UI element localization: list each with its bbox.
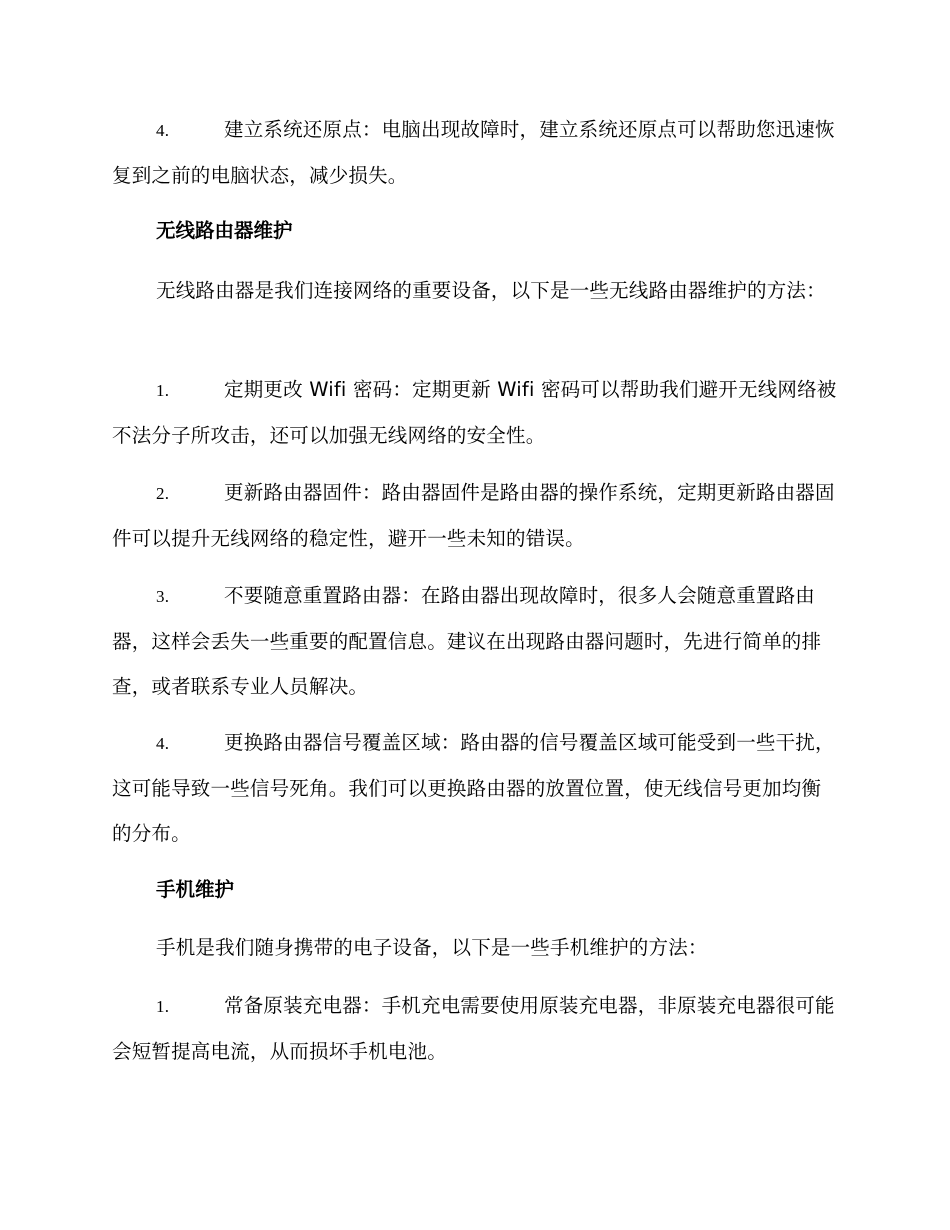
list-item-text: 常备原装充电器：手机充电需要使用原装充电器，非原装充电器很可能会短暂提高电流，从而损坏手机电池。 bbox=[112, 994, 835, 1063]
list-item-text: 定期更改 Wifi 密码：定期更新 Wifi 密码可以帮助我们避开无线网络被不法分子所攻击，还可以加强无线网络的安全性。 bbox=[112, 378, 837, 447]
list-item-router-2 bbox=[112, 470, 838, 561]
section-heading-router: 无线路由器维护 bbox=[156, 219, 293, 242]
list-item-number: 3. bbox=[156, 587, 170, 606]
list-item-text: 更换路由器信号覆盖区域：路由器的信号覆盖区域可能受到一些干扰，这可能导致一些信号死角。我们可以更换路由器的放置位置，使无线信号更加均衡的分布。 bbox=[112, 731, 835, 845]
list-item-number: 1. bbox=[156, 997, 170, 1016]
list-item-router-3 bbox=[112, 573, 838, 709]
section-heading-phone: 手机维护 bbox=[156, 878, 235, 901]
list-item-number: 4. bbox=[156, 734, 170, 753]
list-item-phone-1 bbox=[112, 983, 838, 1074]
list-item-number: 2. bbox=[156, 484, 170, 503]
list-item-number: 1. bbox=[156, 381, 170, 400]
list-item-router-4 bbox=[112, 720, 838, 856]
list-item-pc-4 bbox=[112, 107, 838, 198]
list-item-text: 建立系统还原点：电脑出现故障时，建立系统还原点可以帮助您迅速恢复到之前的电脑状态，减少损失。 bbox=[112, 118, 835, 187]
list-item-router-1 bbox=[112, 367, 838, 458]
list-item-number: 4. bbox=[156, 121, 170, 140]
section-intro-phone: 手机是我们随身携带的电子设备，以下是一些手机维护的方法： bbox=[156, 936, 708, 959]
section-intro-router: 无线路由器是我们连接网络的重要设备，以下是一些无线路由器维护的方法： bbox=[156, 279, 826, 302]
list-item-text: 更新路由器固件：路由器固件是路由器的操作系统，定期更新路由器固件可以提升无线网络的稳定性，避开一些未知的错误。 bbox=[112, 481, 835, 550]
list-item-text: 不要随意重置路由器：在路由器出现故障时，很多人会随意重置路由器，这样会丢失一些重要的配置信息。建议在出现路由器问题时，先进行简单的排查，或者联系专业人员解决。 bbox=[112, 584, 822, 698]
